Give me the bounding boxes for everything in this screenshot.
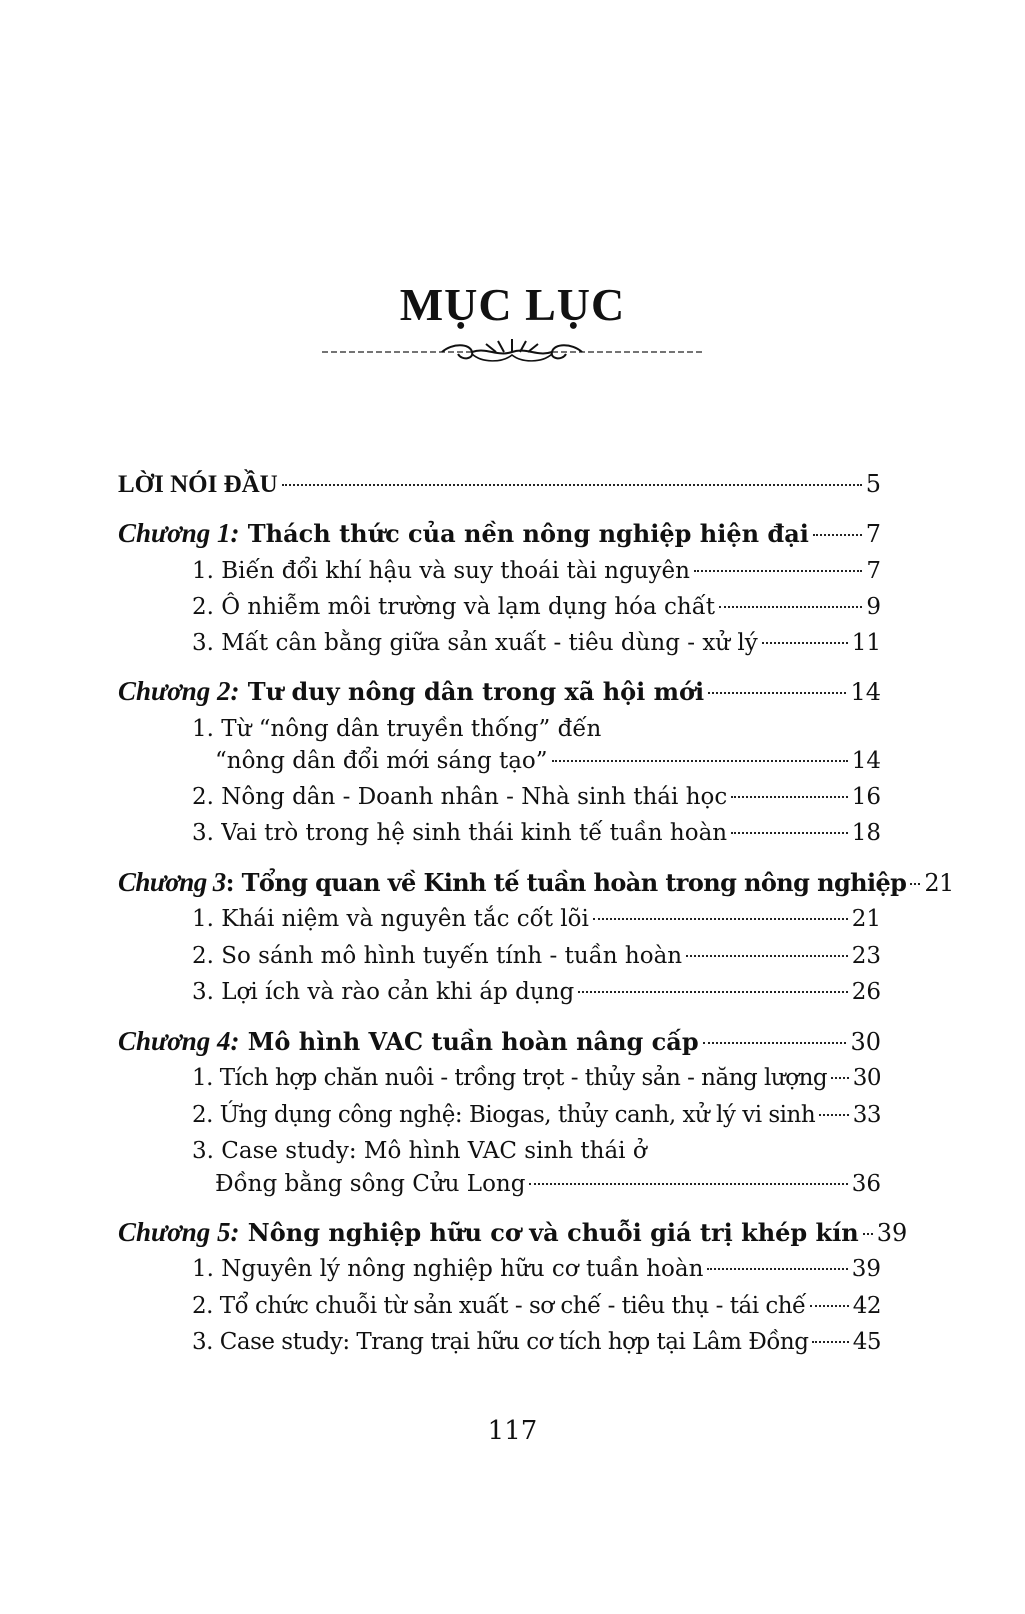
page-number: 117 (487, 1416, 538, 1446)
toc-item-label: 3. Mất cân bằng giữa sản xuất - tiêu dùng - xử lý (192, 630, 758, 656)
chapter-title: Thách thức của nền nông nghiệp hiện đại (239, 519, 809, 548)
dot-leader (831, 1077, 849, 1079)
toc-page-number: 7 (865, 520, 881, 548)
toc-item[interactable] (118, 943, 881, 969)
chapter-prefix: Chương 5: (118, 1217, 240, 1247)
dot-leader (552, 760, 848, 762)
toc-item[interactable] (118, 1171, 881, 1197)
toc-chapter-3[interactable] (118, 867, 954, 898)
toc-item[interactable] (118, 748, 881, 774)
dot-leader (819, 1114, 849, 1116)
toc-page-number: 14 (850, 678, 881, 706)
toc-item[interactable] (118, 820, 881, 846)
chapter-prefix: Chương 1: (118, 518, 240, 548)
dot-leader (910, 883, 920, 885)
toc-page-number: 18 (851, 820, 881, 846)
toc-item-label: 1. Biến đổi khí hậu và suy thoái tài nguyên (192, 558, 690, 584)
toc-item-label: 1. Khái niệm và nguyên tắc cốt lõi (192, 906, 589, 932)
dot-leader (578, 991, 847, 993)
toc-page-number: 30 (850, 1028, 881, 1056)
toc-item[interactable] (118, 979, 881, 1005)
chapter-title: Nông nghiệp hữu cơ và chuỗi giá trị khép kín (239, 1218, 859, 1247)
toc-chapter-1[interactable] (118, 518, 881, 549)
toc-chapter-5[interactable] (118, 1217, 908, 1248)
toc-page-number: 36 (851, 1171, 881, 1197)
dot-leader (719, 606, 862, 608)
dot-leader (694, 570, 862, 572)
chapter-prefix: Chương 2: (118, 676, 240, 706)
dot-leader (593, 918, 848, 920)
toc-item[interactable] (118, 1329, 881, 1355)
dot-leader (686, 955, 848, 957)
toc-item-label[interactable]: 1. Từ “nông dân truyền thống” đến (192, 716, 602, 742)
toc-item-label: 1. Tích hợp chăn nuôi - trồng trọt - thủy sản - năng lượng (192, 1065, 828, 1091)
toc-page-number: 5 (865, 470, 881, 498)
toc-item[interactable] (118, 784, 881, 810)
dot-leader (529, 1183, 847, 1185)
toc-page-number: 21 (924, 869, 954, 897)
toc-item-label: 3. Lợi ích và rào cản khi áp dụng (192, 979, 575, 1005)
dot-leader (812, 1341, 848, 1343)
dot-leader (810, 1305, 849, 1307)
toc-page-number: 23 (851, 943, 881, 969)
toc-item-label: 1. Nguyên lý nông nghiệp hữu cơ tuần hoàn (192, 1256, 704, 1282)
toc-item[interactable] (118, 1293, 881, 1319)
dot-leader (762, 642, 848, 644)
toc-page-number: 11 (851, 630, 881, 656)
toc-page-number: 39 (876, 1219, 908, 1247)
chapter-prefix: Chương 4: (118, 1026, 240, 1056)
dot-leader (731, 796, 847, 798)
toc-preface-label: LỜI NÓI ĐẦU (118, 471, 278, 498)
toc-page-number: 33 (852, 1102, 881, 1128)
toc-item-continuation: Đồng bằng sông Cửu Long (215, 1171, 526, 1197)
toc-page-number: 9 (866, 594, 881, 620)
toc-item-label: 2. Ô nhiễm môi trường và lạm dụng hóa chất (192, 594, 716, 620)
dot-leader (731, 832, 848, 834)
toc-chapter-4[interactable] (118, 1026, 881, 1057)
chapter-prefix: Chương 3 (118, 867, 226, 897)
toc-preface[interactable] (118, 470, 881, 499)
toc-item-label: 2. Tổ chức chuỗi từ sản xuất - sơ chế - tiêu thụ - tái chế (192, 1293, 806, 1319)
dot-leader (282, 484, 862, 486)
chapter-title: : Tổng quan về Kinh tế tuần hoàn trong nông nghiệp (225, 868, 907, 897)
toc-page-number: 21 (851, 906, 881, 932)
toc-page-number: 7 (866, 558, 881, 584)
dot-leader (708, 692, 846, 694)
toc-item-label: 3. Case study: Trang trại hữu cơ tích hợp tại Lâm Đồng (192, 1329, 809, 1355)
toc-item-label: 3. Vai trò trong hệ sinh thái kinh tế tuần hoàn (192, 820, 728, 846)
dot-leader (703, 1042, 847, 1044)
ornament-divider-icon (322, 335, 702, 367)
toc-item[interactable] (118, 594, 881, 620)
toc-item-continuation: “nông dân đổi mới sáng tạo” (215, 748, 548, 774)
toc-page-number: 26 (851, 979, 881, 1005)
toc-page-number: 16 (851, 784, 881, 810)
dot-leader (863, 1233, 873, 1235)
toc-page-number: 14 (851, 748, 881, 774)
chapter-title: Tư duy nông dân trong xã hội mới (239, 677, 705, 706)
toc-item[interactable] (118, 1256, 881, 1282)
toc-chapter-2[interactable] (118, 676, 881, 707)
toc-page-number: 42 (852, 1293, 881, 1319)
toc-item-label[interactable]: 3. Case study: Mô hình VAC sinh thái ở (192, 1138, 647, 1164)
page-title: MỤC LỤC (399, 279, 626, 330)
toc-item[interactable] (118, 906, 881, 932)
dot-leader (813, 534, 862, 536)
dot-leader (707, 1268, 847, 1270)
toc-item-label: 2. Nông dân - Doanh nhân - Nhà sinh thái học (192, 784, 728, 810)
toc-item-label: 2. Ứng dụng công nghệ: Biogas, thủy canh, xử lý vi sinh (192, 1102, 816, 1128)
toc-page-number: 39 (851, 1256, 881, 1282)
chapter-title: Mô hình VAC tuần hoàn nâng cấp (239, 1027, 699, 1056)
toc-item-label: 2. So sánh mô hình tuyến tính - tuần hoàn (192, 943, 683, 969)
toc-item[interactable] (118, 558, 881, 584)
toc-page-number: 30 (852, 1065, 881, 1091)
toc-item[interactable] (118, 630, 881, 656)
toc-page-number: 45 (852, 1329, 881, 1355)
toc-item[interactable] (118, 1065, 881, 1091)
toc-item[interactable] (118, 1102, 881, 1128)
